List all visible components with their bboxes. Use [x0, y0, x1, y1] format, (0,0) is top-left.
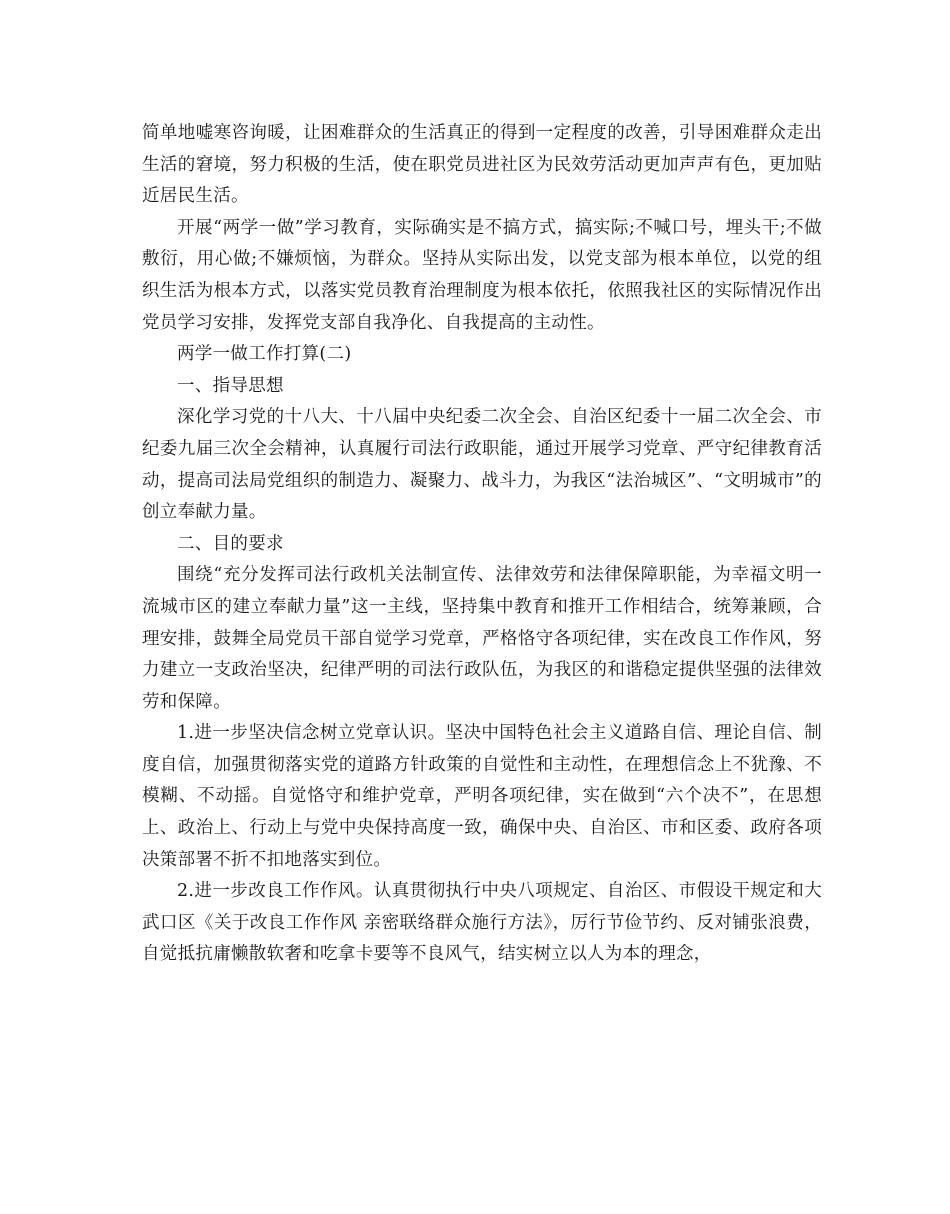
document-body [142, 118, 822, 971]
paragraph-item-2: 2.进一步改良工作作风。认真贯彻执行中央八项规定、自治区、市假设干规定和大武口区《关于改良工作作风 亲密联络群众施行方法》，厉行节俭节约、反对铺张浪费，自觉抵抗庸懒散软奢和吃拿卡要等不良风气，结实树立以人为本的理念， [142, 881, 822, 965]
heading-guiding-thought: 一、指导思想 [177, 375, 284, 396]
heading-goals: 二、目的要求 [177, 533, 284, 554]
paragraph-two-learn-one-do: 开展“两学一做”学习教育，实际确实是不搞方式，搞实际;不喊口号，埋头干;不做敷衍，用心做;不嫌烦恼，为群众。坚持从实际出发，以党支部为根本单位，以党的组织生活为根本方式，以落实党员教育治理制度为根本依托，依照我社区的实际情况作出党员学习安排，发挥党支部自我净化、自我提高的主动性。 [142, 217, 822, 333]
paragraph-continuation: 简单地嘘寒咨询暖，让困难群众的生活真正的得到一定程度的改善，引导困难群众走出生活的窘境，努力积极的生活，使在职党员进社区为民效劳活动更加声声有色，更加贴近居民生活。 [142, 123, 822, 207]
paragraph-item-1: 1.进一步坚决信念树立党章认识。坚决中国特色社会主义道路自信、理论自信、制度自信，加强贯彻落实党的道路方针政策的自觉性和主动性，在理想信念上不犹豫、不模糊、不动摇。自觉恪守和维护党章，严明各项纪律，实在做到“六个决不”，在思想上、政治上、行动上与党中央保持高度一致，确保中央、自治区、市和区委、政府各项决策部署不折不扣地落实到位。 [142, 723, 822, 870]
section-title: 两学一做工作打算(二) [177, 344, 352, 365]
paragraph-goals: 围绕“充分发挥司法行政机关法制宣传、法律效劳和法律保障职能，为幸福文明一流城市区的建立奉献力量”这一主线，坚持集中教育和推开工作相结合，统筹兼顾，合理安排，鼓舞全局党员干部自觉学习党章，严格恪守各项纪律，实在改良工作作风，努力建立一支政治坚决，纪律严明的司法行政队伍，为我区的和谐稳定提供坚强的法律效劳和保障。 [142, 565, 822, 712]
paragraph-guiding-thought: 深化学习党的十八大、十八届中央纪委二次全会、自治区纪委十一届二次全会、市纪委九届三次全会精神，认真履行司法行政职能，通过开展学习党章、严守纪律教育活动，提高司法局党组织的制造力、凝聚力、战斗力，为我区“法治城区”、“文明城市”的创立奉献力量。 [142, 407, 822, 523]
